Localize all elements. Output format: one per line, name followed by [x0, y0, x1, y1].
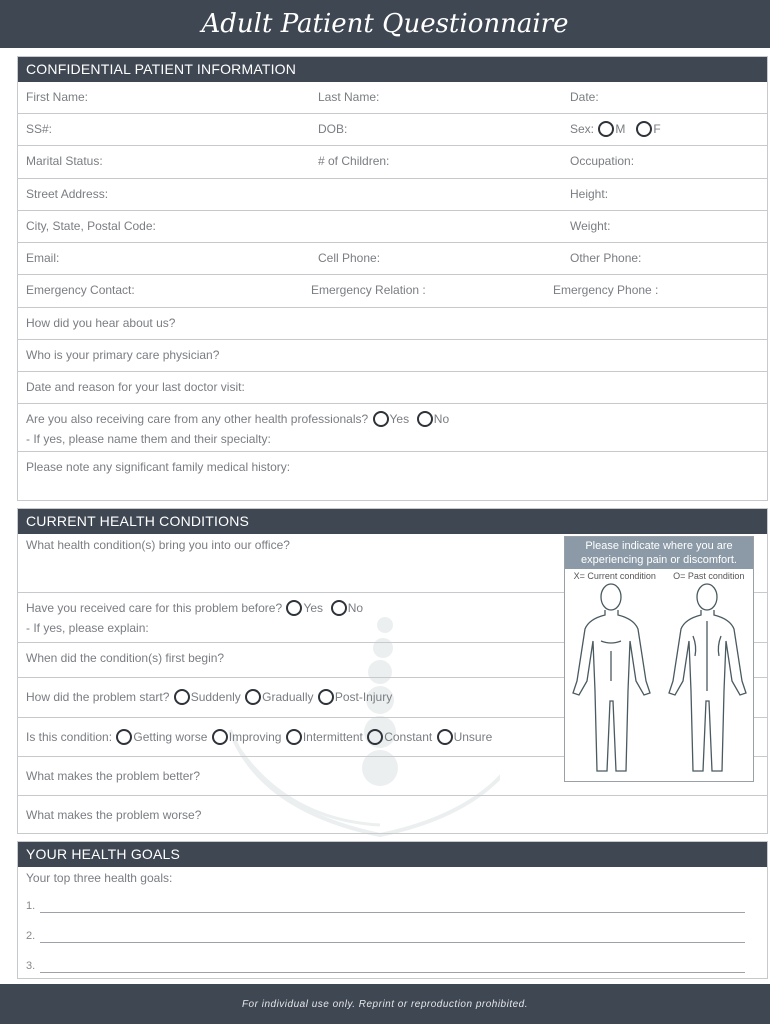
- row-city: [18, 211, 767, 243]
- no-label: No: [347, 601, 364, 615]
- goals-prompt: Your top three health goals:: [26, 871, 173, 885]
- goal-3-line[interactable]: [40, 972, 745, 973]
- email-field[interactable]: Email:: [26, 251, 60, 265]
- is-condition-group: [26, 718, 492, 756]
- family-history-field[interactable]: Please note any significant family medical history:: [26, 460, 291, 474]
- other-care-sub-field[interactable]: - If yes, please name them and their specialty:: [26, 432, 271, 446]
- last-visit-field[interactable]: Date and reason for your last doctor visit:: [26, 380, 245, 394]
- pain-body-chart[interactable]: [564, 536, 754, 782]
- problem-start-question: How did the problem start?: [26, 690, 170, 704]
- body-chart-heading: Please indicate where you are experiencing pain or discomfort.: [565, 537, 753, 569]
- first-name-field[interactable]: First Name:: [26, 90, 89, 104]
- goal-number-2: 2.: [26, 930, 36, 942]
- sex-label: Sex:: [570, 122, 595, 136]
- legend-current: X= Current condition: [573, 571, 656, 581]
- street-field[interactable]: Street Address:: [26, 187, 109, 201]
- goals-body: [18, 867, 767, 979]
- emergency-phone-field[interactable]: Emergency Phone :: [553, 283, 659, 297]
- confidential-info-section: [17, 56, 768, 501]
- care-before-no-radio[interactable]: [331, 600, 347, 616]
- is-condition-question: Is this condition:: [26, 730, 113, 744]
- ssn-field[interactable]: SS#:: [26, 122, 53, 136]
- row-email: [18, 243, 767, 275]
- row-physician: [18, 340, 767, 372]
- row-street: [18, 179, 767, 211]
- occupation-field[interactable]: Occupation:: [570, 154, 635, 168]
- constant-radio[interactable]: [367, 729, 383, 745]
- children-field[interactable]: # of Children:: [318, 154, 390, 168]
- hear-about-field[interactable]: How did you hear about us?: [26, 316, 176, 330]
- improving-label: Improving: [228, 730, 282, 744]
- conditions-field[interactable]: What health condition(s) bring you into our office?: [26, 538, 290, 552]
- row-name: [18, 82, 767, 114]
- body-chart-legend: [565, 571, 753, 581]
- sex-f-radio[interactable]: [636, 121, 652, 137]
- improving-radio[interactable]: [212, 729, 228, 745]
- health-goals-section: [17, 841, 768, 979]
- emergency-contact-field[interactable]: Emergency Contact:: [26, 283, 135, 297]
- getting-worse-label: Getting worse: [133, 730, 208, 744]
- intermittent-label: Intermittent: [302, 730, 363, 744]
- form-title: Adult Patient Questionnaire: [0, 0, 770, 48]
- intermittent-radio[interactable]: [286, 729, 302, 745]
- body-outline-icon: [565, 581, 753, 777]
- legend-past: O= Past condition: [673, 571, 745, 581]
- sex-f-label: F: [653, 122, 661, 136]
- date-field[interactable]: Date:: [570, 90, 599, 104]
- no-label: No: [433, 412, 450, 426]
- physician-field[interactable]: Who is your primary care physician?: [26, 348, 220, 362]
- goal-1-line[interactable]: [40, 912, 745, 913]
- suddenly-radio[interactable]: [174, 689, 190, 705]
- gradually-radio[interactable]: [245, 689, 261, 705]
- constant-label: Constant: [384, 730, 433, 744]
- unsure-radio[interactable]: [437, 729, 453, 745]
- section-heading: YOUR HEALTH GOALS: [18, 842, 767, 867]
- footer-notice: For individual use only. Reprint or reproduction prohibited.: [0, 984, 770, 1024]
- better-field[interactable]: What makes the problem better?: [26, 769, 201, 783]
- marital-field[interactable]: Marital Status:: [26, 154, 103, 168]
- explain-field[interactable]: - If yes, please explain:: [26, 621, 149, 635]
- post-injury-label: Post-Injury: [334, 690, 393, 704]
- row-marital: [18, 146, 767, 179]
- goal-2-line[interactable]: [40, 942, 745, 943]
- other-care-no-radio[interactable]: [417, 411, 433, 427]
- row-worse: [18, 796, 767, 834]
- row-last-visit: [18, 372, 767, 404]
- suddenly-label: Suddenly: [190, 690, 241, 704]
- row-ssn: [18, 114, 767, 146]
- row-hear: [18, 308, 767, 340]
- height-field[interactable]: Height:: [570, 187, 609, 201]
- care-before-question: Have you received care for this problem before?: [26, 601, 283, 615]
- section-heading: CURRENT HEALTH CONDITIONS: [18, 509, 767, 534]
- yes-label: Yes: [303, 601, 324, 615]
- row-family-history: [18, 452, 767, 501]
- worse-field[interactable]: What makes the problem worse?: [26, 808, 202, 822]
- goal-number-3: 3.: [26, 960, 36, 972]
- section-heading: CONFIDENTIAL PATIENT INFORMATION: [18, 57, 767, 82]
- first-begin-field[interactable]: When did the condition(s) first begin?: [26, 651, 225, 665]
- getting-worse-radio[interactable]: [116, 729, 132, 745]
- dob-field[interactable]: DOB:: [318, 122, 348, 136]
- care-before-yes-radio[interactable]: [286, 600, 302, 616]
- post-injury-radio[interactable]: [318, 689, 334, 705]
- gradually-label: Gradually: [262, 690, 314, 704]
- unsure-label: Unsure: [453, 730, 493, 744]
- row-other-care: [18, 404, 767, 452]
- other-care-yes-radio[interactable]: [373, 411, 389, 427]
- sex-m-radio[interactable]: [598, 121, 614, 137]
- emergency-relation-field[interactable]: Emergency Relation :: [311, 283, 426, 297]
- sex-group: [570, 114, 661, 144]
- yes-label: Yes: [389, 412, 410, 426]
- other-care-question: Are you also receiving care from any other health professionals?: [26, 412, 369, 426]
- row-emergency: [18, 275, 767, 308]
- other-phone-field[interactable]: Other Phone:: [570, 251, 642, 265]
- goal-number-1: 1.: [26, 900, 36, 912]
- problem-start-group: [26, 678, 392, 716]
- cell-phone-field[interactable]: Cell Phone:: [318, 251, 381, 265]
- sex-m-label: M: [615, 122, 626, 136]
- weight-field[interactable]: Weight:: [570, 219, 611, 233]
- city-field[interactable]: City, State, Postal Code:: [26, 219, 156, 233]
- last-name-field[interactable]: Last Name:: [318, 90, 380, 104]
